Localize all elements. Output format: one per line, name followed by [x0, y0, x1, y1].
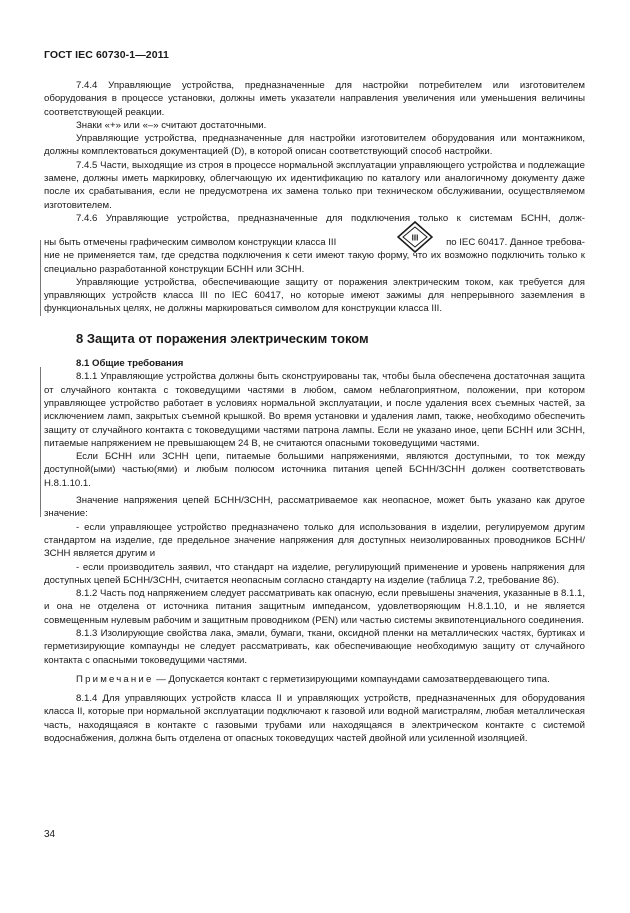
paragraph-voltage-value: Значение напряжения цепей БСНН/ЗСНН, рассматриваемое как неопасное, может быть указано как другое значение:: [44, 495, 585, 520]
page-number: 34: [44, 829, 56, 840]
note-text: — Допускается контакт с герметизирующими компаундами самозатвердевающего типа.: [153, 673, 550, 685]
class-iii-symbol-text: III: [411, 233, 419, 243]
change-bar: [40, 240, 41, 316]
paragraph-7-4-6-class-iii: Управляющие устройства, обеспечивающие защиту от поражения электрическим током, как требуется для управляющих устройств класса III по IEC 60417, но которые имеют зажимы для непрерывного заземления в функциональных целях, не должны маркироваться символом для конструкции класса III.: [44, 276, 585, 315]
note-label: Примечание: [76, 673, 154, 685]
paragraph-7-4-6-cont: ние не применяется там, где средства подключения к сети имеют такую форму, что их возможно подключить только к специально разработанной конструкции БСНН или ЗСНН.: [44, 250, 585, 275]
class-iii-symbol-line: [44, 229, 585, 249]
paragraph-8-1-2: 8.1.2 Часть под напряжением следует рассматривать как опасную, если превышены значения, указанные в 8.1.1, и она не отделена от источника питания защитным импедансом, удовлетворяющим Н.8.1.10, и не является совмещенным нулевым рабочим и защитным проводником (PEN) или частью системы эквипотенциального соединения.: [44, 588, 585, 626]
paragraph-7-4-6-start: 7.4.6 Управляющие устройства, предназначенные для подключения только к системам БСНН, долж-: [76, 212, 585, 224]
paragraph-dash-1: - если управляющее устройство предназначено только для использования в изделии, регулируемом другим стандартом на изделие, где предельное значение напряжения для доступных неизолированных проводников БСНН/ЗСНН является другим и: [44, 521, 585, 560]
paragraph-dash-2: - если производитель заявил, что стандарт на изделие, регулирующий применение и уровень напряжения для доступных цепей БСНН/ЗСНН, считается неопасным согласно стандарту на изделие (таблица 7.2, требование 86).: [44, 561, 585, 586]
document-header: ГОСТ IEC 60730-1—2011: [44, 49, 169, 61]
paragraph-8-1-3: 8.1.3 Изолирующие свойства лака, эмали, бумаги, ткани, оксидной пленки на металлических частях, буртиках и герметизирующие компаунды не следует рассматривать, как обеспечивающие необходимую защиту от случайного контакта с опасными токоведущими частями.: [44, 627, 585, 666]
note: [44, 673, 585, 686]
paragraph-7-4-5: 7.4.5 Части, выходящие из строя в процессе нормальной эксплуатации управляющего устройства и подлежащие замене, должны иметь маркировку, облегчающую их идентификацию по каталогу или аналогичному документу даже после их срабатывания, если не предусмотрена их замена только при техническом обслуживании, осуществляемом изготовителем.: [44, 159, 585, 211]
paragraph-7-4-6-left: ны быть отмечены графическим символом конструкции класса III: [44, 236, 337, 248]
section-8-title: 8 Защита от поражения электрическим током: [76, 330, 369, 346]
paragraph-8-1-1: 8.1.1 Управляющие устройства должны быть сконструированы так, чтобы была обеспечена достаточная защита от случайного контакта с токоведущими частями в любом, самом неблагоприятном, положении, при котором управляющее устройство работает в условиях нормальной эксплуатации, и после удаления всех съемных частей, за исключением ламп, закрытых съемной крышкой. Во время установки и удаления ламп, также, необходимо обеспечить защиту от случайного контакта с токоведущими частями патрона лампы. Если не указано иное, цепи БСНН или ЗСНН, питаемые напряжением не превышающем 24 В, не считаются опасными токоведущими частями.: [44, 371, 585, 449]
page-body: [44, 79, 585, 745]
paragraph-7-4-6-right: по IEC 60417. Данное требова-: [446, 236, 585, 248]
paragraph-7-4-4: 7.4.4 Управляющие устройства, предназначенные для настройки потребителем или изготовителем оборудования в процессе установки, должны иметь указатели направления увеличения или уменьшения величины соответствующей реакции.: [44, 80, 585, 118]
paragraph-8-1-4: 8.1.4 Для управляющих устройств класса II и управляющих устройств, предназначенных для оборудования класса II, которые при нормальной эксплуатации подключают к газовой или водной магистралям, любая металлическая часть, находящаяся в контакте с газовыми трубами или находящаяся в электрическом контакте с системой водоснабжения, должна быть отделена от опасных токоведущих частей двойной или усиленной изоляцией.: [44, 693, 585, 745]
paragraph-signs: Знаки «+» или «–» считают достаточными.: [76, 119, 267, 131]
subsection-8-1-title: 8.1 Общие требования: [76, 358, 184, 370]
change-bar: [40, 367, 41, 517]
class-iii-symbol-icon: [397, 221, 433, 253]
paragraph-adjustment-doc: Управляющие устройства, предназначенные для настройки изготовителем оборудования или монтажником, должны комплектоваться документацией (D), в которой описан соответствующий способ настройки.: [44, 133, 585, 158]
paragraph-bsnn-zsnn: Если БСНН или ЗСНН цепи, питаемые большими напряжениями, являются доступными, то ток между доступной(ыми) частью(ями) и любым полюсом источника питания цепей БСНН/ЗСНН должен соответствовать Н.8.1.10.1.: [44, 451, 585, 489]
